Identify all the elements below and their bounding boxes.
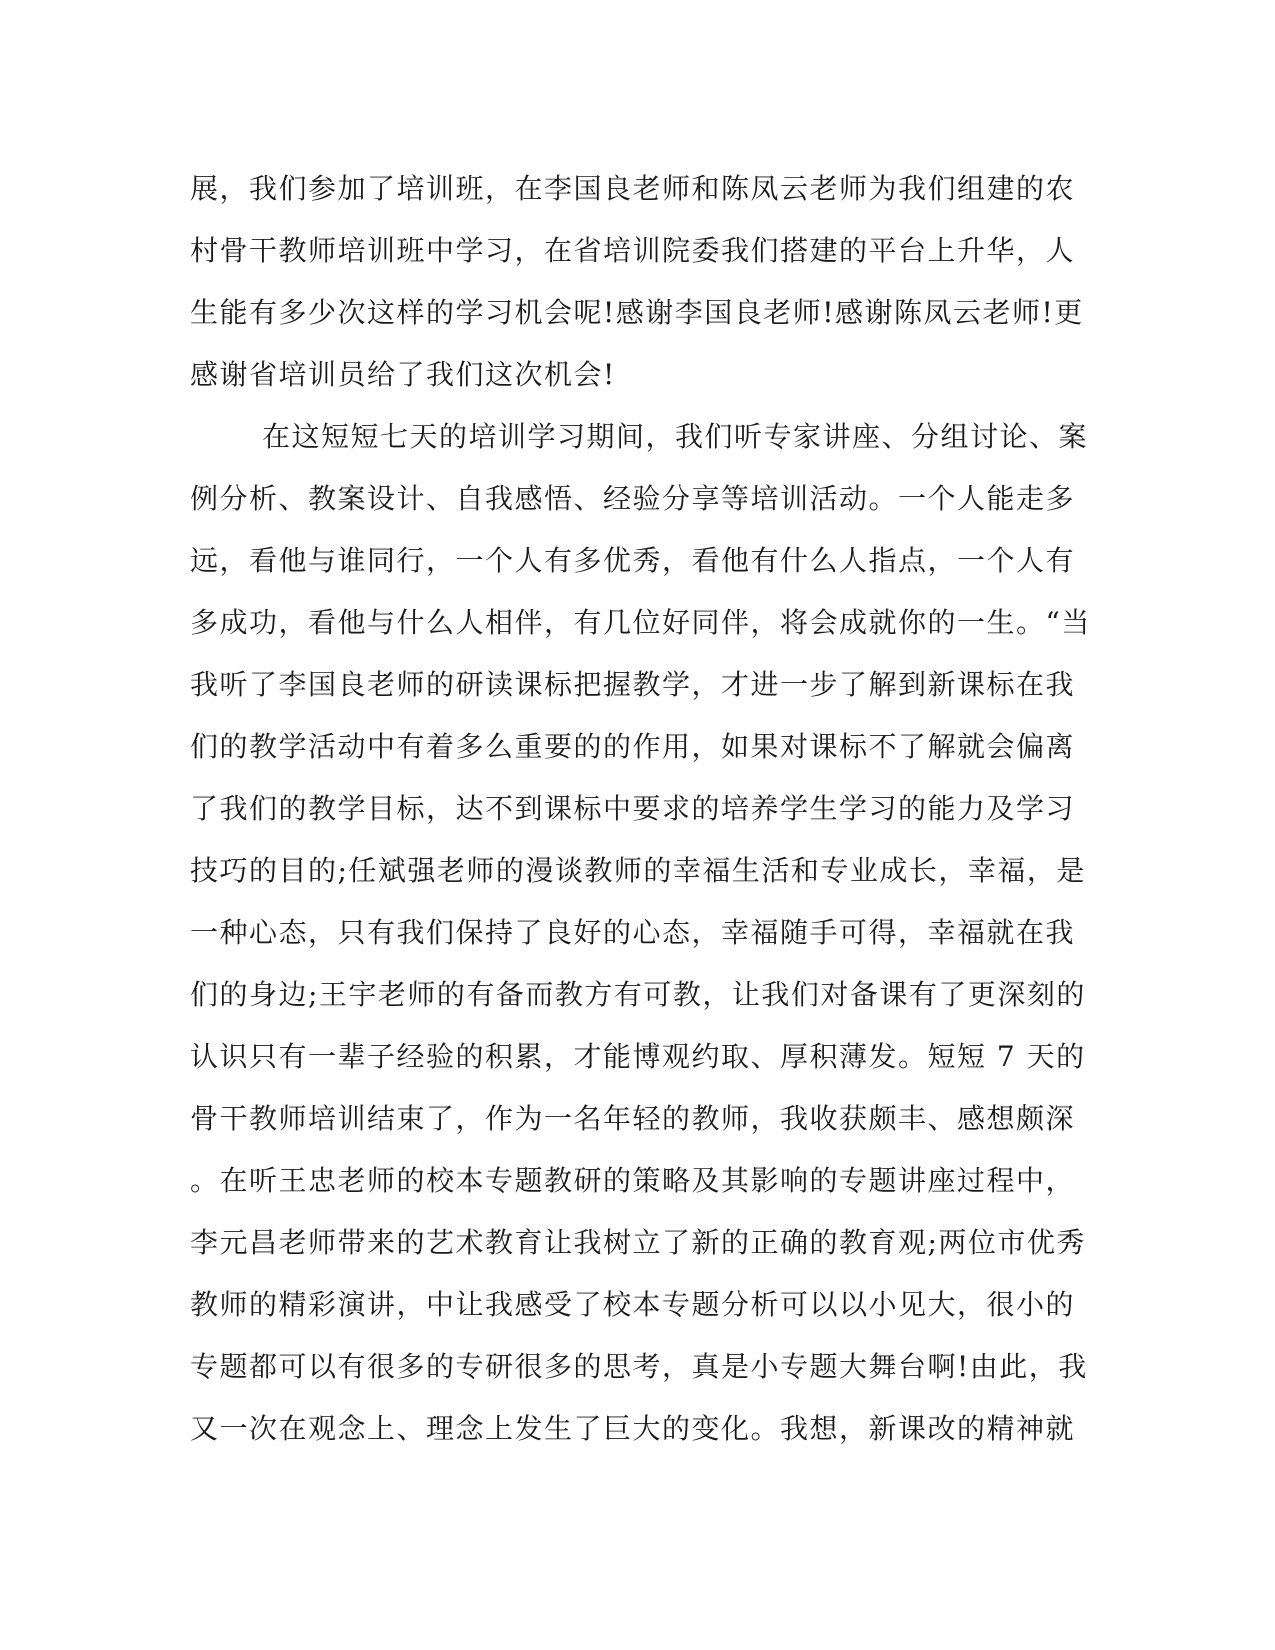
text-line: 们的身边;王宇老师的有备而教方有可教，让我们对备课有了更深刻的	[190, 978, 1086, 1011]
paragraph-1	[190, 158, 1084, 406]
text-line: 远，看他与谁同行，一个人有多优秀，看他有什么人指点，一个人有	[190, 544, 1076, 577]
text-line: 了我们的教学目标，达不到课标中要求的培养学生学习的能力及学习	[190, 792, 1076, 825]
text-line: 骨干教师培训结束了，作为一名年轻的教师，我收获颇丰、感想颇深	[190, 1102, 1076, 1135]
text-line: 感谢省培训员给了我们这次机会!	[190, 358, 616, 391]
text-line: 们的教学活动中有着多么重要的的作用，如果对课标不了解就会偏离	[190, 730, 1076, 763]
text-line: 一种心态，只有我们保持了良好的心态，幸福随手可得，幸福就在我	[190, 916, 1076, 949]
text-line: 。在听王忠老师的校本专题教研的策略及其影响的专题讲座过程中，	[190, 1164, 1076, 1197]
paragraph-2	[190, 406, 1091, 1460]
text-line: 在这短短七天的培训学习期间，我们听专家讲座、分组讨论、案	[262, 420, 1089, 453]
text-line: 教师的精彩演讲，中让我感受了校本专题分析可以以小见大，很小的	[190, 1288, 1076, 1321]
text-line: 技巧的目的;任斌强老师的漫谈教师的幸福生活和专业成长，幸福，是	[190, 854, 1086, 887]
text-line: 专题都可以有很多的专研很多的思考，真是小专题大舞台啊!由此，我	[190, 1350, 1088, 1383]
text-line: 多成功，看他与什么人相伴，有几位好同伴，将会成就你的一生。“当	[190, 606, 1091, 639]
text-line: 展，我们参加了培训班，在李国良老师和陈凤云老师为我们组建的农	[190, 172, 1076, 205]
text-line: 我听了李国良老师的研读课标把握教学，才进一步了解到新课标在我	[190, 668, 1076, 701]
text-line: 村骨干教师培训班中学习，在省培训院委我们搭建的平台上升华，人	[190, 234, 1076, 267]
text-line: 又一次在观念上、理念上发生了巨大的变化。我想，新课改的精神就	[190, 1412, 1076, 1445]
text-line: 例分析、教案设计、自我感悟、经验分享等培训活动。一个人能走多	[190, 482, 1076, 515]
text-line: 生能有多少次这样的学习机会呢!感谢李国良老师!感谢陈凤云老师!更	[190, 296, 1084, 329]
text-line: 李元昌老师带来的艺术教育让我树立了新的正确的教育观;两位市优秀	[190, 1226, 1086, 1259]
document-body	[190, 158, 1091, 1460]
text-line: 认识只有一辈子经验的积累，才能博观约取、厚积薄发。短短 7 天的	[190, 1040, 1086, 1073]
